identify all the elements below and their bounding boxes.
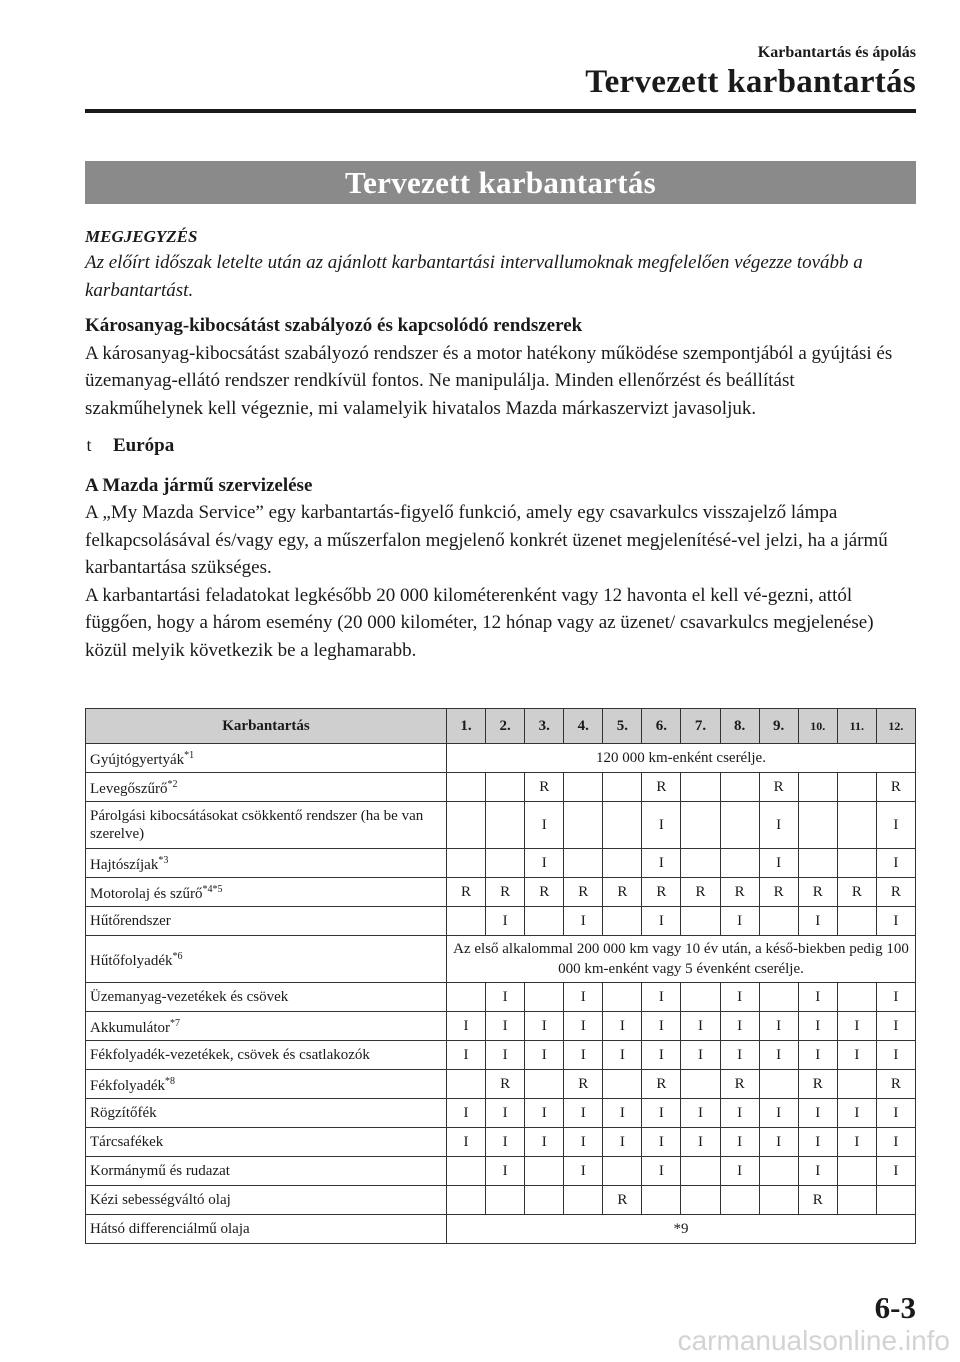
interval-cell: I [642, 849, 681, 878]
note-text: Az előírt időszak letelte után az ajánlott karbantartási intervallumoknak megfelelően végezze tovább a karbantartást. [85, 252, 863, 301]
interval-cell: I [564, 1041, 603, 1070]
interval-span-cell: 120 000 km-enként cserélje. [447, 744, 916, 773]
table-row [86, 744, 916, 773]
interval-cell: I [837, 1041, 876, 1070]
table-row [86, 849, 916, 878]
item-name: Üzemanyag-vezetékek és csövek [90, 989, 289, 1005]
interval-cell [837, 1070, 876, 1099]
table-row [86, 1128, 916, 1157]
interval-cell [837, 773, 876, 802]
interval-cell [447, 802, 486, 849]
interval-cell: I [642, 983, 681, 1012]
interval-cell: I [837, 1099, 876, 1128]
interval-cell: I [798, 1157, 837, 1186]
interval-cell: I [837, 1012, 876, 1041]
emission-text: A károsanyag-kibocsátást szabályozó rendszer és a motor hatékony működése szempontjából a gyújtási és üzemanyag-ellátó rendszer rendkívül fontos. Ne manipulálja. Minden ellenőrzést és beállítást szakműhelynek kell végeznie, mi valamelyik hivatalos Mazda márkaszervizt javasoljuk. [85, 342, 893, 419]
watermark: carmanualsonline.info [677, 1325, 950, 1356]
interval-cell: I [486, 1157, 525, 1186]
header-interval: 4. [564, 709, 603, 744]
item-name: Fékfolyadék [90, 1078, 165, 1094]
interval-cell: I [486, 1099, 525, 1128]
maintenance-item [86, 1128, 447, 1157]
item-name: Hűtőrendszer [90, 913, 171, 929]
interval-cell: I [837, 1128, 876, 1157]
table-row [86, 802, 916, 849]
item-name: Párolgási kibocsátásokat csökkentő rendszer (ha be van szerelve) [90, 808, 424, 842]
interval-cell [564, 849, 603, 878]
interval-cell: I [642, 907, 681, 936]
footnote-ref: *7 [170, 1018, 180, 1029]
service-heading: A Mazda jármű szervizelése [85, 474, 313, 496]
interval-cell [837, 1186, 876, 1215]
bullet-icon: t [86, 435, 92, 455]
interval-cell [525, 907, 564, 936]
maintenance-item [86, 1012, 447, 1041]
interval-cell [603, 907, 642, 936]
interval-cell: I [564, 1128, 603, 1157]
maintenance-item [86, 744, 447, 773]
interval-cell: R [486, 878, 525, 907]
interval-cell: I [876, 1099, 915, 1128]
interval-cell: R [798, 1186, 837, 1215]
interval-cell: R [447, 878, 486, 907]
interval-cell [681, 1186, 720, 1215]
interval-cell: I [642, 1012, 681, 1041]
interval-cell [447, 907, 486, 936]
interval-cell: I [720, 1157, 759, 1186]
interval-cell: I [603, 1099, 642, 1128]
interval-cell: R [642, 878, 681, 907]
interval-cell [681, 1157, 720, 1186]
interval-cell: I [603, 1041, 642, 1070]
table-row [86, 983, 916, 1012]
section-banner: Tervezett karbantartás [85, 161, 916, 204]
interval-cell [798, 802, 837, 849]
interval-cell: I [798, 1128, 837, 1157]
interval-cell [798, 849, 837, 878]
interval-cell: R [759, 878, 798, 907]
body-content [85, 225, 916, 664]
interval-cell [720, 773, 759, 802]
service-text-2: A karbantartási feladatokat legkésőbb 20 000 kilométerenként vagy 12 havonta el kell vé-gezni, attól függően, hogy a három esemény (20 000 kilométer, 12 hónap vagy az üzenet/ csavarkulcs megjelenése) közül melyik következik be a leghamarabb. [85, 584, 874, 661]
interval-cell: I [486, 1128, 525, 1157]
interval-cell [447, 849, 486, 878]
interval-cell: R [720, 878, 759, 907]
interval-cell [486, 849, 525, 878]
interval-cell: I [525, 1012, 564, 1041]
interval-cell: I [681, 1041, 720, 1070]
maintenance-schedule-table [85, 708, 916, 1244]
footnote-ref: *6 [172, 951, 183, 962]
interval-cell: I [564, 983, 603, 1012]
interval-cell: I [876, 1157, 915, 1186]
page-number: 6-3 [874, 1290, 916, 1325]
interval-cell [486, 773, 525, 802]
item-name: Akkumulátor [90, 1020, 170, 1036]
header-interval: 6. [642, 709, 681, 744]
interval-cell [642, 1186, 681, 1215]
maintenance-item [86, 1186, 447, 1215]
item-name: Hátsó differenciálmű olaja [90, 1221, 250, 1237]
interval-cell [525, 1070, 564, 1099]
interval-cell [564, 773, 603, 802]
interval-cell [681, 802, 720, 849]
interval-cell: R [642, 773, 681, 802]
interval-cell: I [642, 1041, 681, 1070]
maintenance-item [86, 1041, 447, 1070]
item-name: Hűtőfolyadék [90, 953, 173, 969]
interval-cell [681, 1070, 720, 1099]
interval-cell: I [525, 1128, 564, 1157]
header-interval: 10. [798, 709, 837, 744]
table-row [86, 907, 916, 936]
item-name: Fékfolyadék-vezetékek, csövek és csatlakozók [90, 1047, 370, 1063]
interval-cell [759, 983, 798, 1012]
interval-cell: I [564, 1157, 603, 1186]
interval-cell [564, 802, 603, 849]
maintenance-item [86, 849, 447, 878]
interval-cell [759, 1157, 798, 1186]
interval-cell: R [525, 773, 564, 802]
interval-cell [720, 849, 759, 878]
running-header-title: Tervezett karbantartás [585, 64, 916, 100]
table-row [86, 878, 916, 907]
interval-cell: R [759, 773, 798, 802]
interval-cell: I [642, 1128, 681, 1157]
interval-cell: I [486, 983, 525, 1012]
interval-cell [447, 1186, 486, 1215]
item-name: Gyújtógyertyák [90, 752, 185, 768]
item-name: Rögzítőfék [90, 1105, 157, 1121]
maintenance-item [86, 907, 447, 936]
interval-cell [681, 773, 720, 802]
maintenance-item [86, 1099, 447, 1128]
footnote-ref: *1 [184, 750, 195, 761]
interval-cell: I [720, 907, 759, 936]
interval-cell: R [603, 1186, 642, 1215]
interval-cell: R [642, 1070, 681, 1099]
interval-cell: I [876, 1012, 915, 1041]
interval-cell: I [876, 849, 915, 878]
interval-cell: I [720, 1041, 759, 1070]
interval-cell [759, 1070, 798, 1099]
header-rule [85, 109, 916, 113]
interval-cell [876, 1186, 915, 1215]
header-interval: 8. [720, 709, 759, 744]
interval-cell: I [720, 1012, 759, 1041]
interval-cell: I [759, 1099, 798, 1128]
interval-cell [486, 802, 525, 849]
interval-cell: I [720, 1128, 759, 1157]
interval-cell: R [681, 878, 720, 907]
table-row [86, 936, 916, 983]
maintenance-item [86, 773, 447, 802]
interval-cell: I [759, 1012, 798, 1041]
header-maintenance: Karbantartás [86, 709, 447, 744]
interval-cell [486, 1186, 525, 1215]
maintenance-item [86, 878, 447, 907]
item-name: Tárcsafékek [90, 1134, 164, 1150]
interval-cell [837, 849, 876, 878]
table-row [86, 1157, 916, 1186]
interval-cell: I [876, 802, 915, 849]
interval-cell [837, 983, 876, 1012]
interval-cell: I [720, 983, 759, 1012]
table-row [86, 1215, 916, 1244]
interval-cell: I [447, 1041, 486, 1070]
table-row [86, 1070, 916, 1099]
header-interval: 11. [837, 709, 876, 744]
interval-cell: R [837, 878, 876, 907]
footnote-ref: *4*5 [202, 884, 223, 895]
table-row [86, 1041, 916, 1070]
interval-cell: I [642, 1099, 681, 1128]
interval-cell [759, 907, 798, 936]
interval-cell: R [486, 1070, 525, 1099]
interval-cell: R [564, 878, 603, 907]
interval-cell [447, 773, 486, 802]
interval-cell: I [876, 1128, 915, 1157]
interval-cell [681, 983, 720, 1012]
interval-cell: I [525, 1099, 564, 1128]
maintenance-item [86, 1070, 447, 1099]
maintenance-item [86, 1215, 447, 1244]
interval-cell: I [759, 1128, 798, 1157]
table-row [86, 773, 916, 802]
footnote-ref: *2 [167, 779, 178, 790]
interval-cell: I [759, 1041, 798, 1070]
interval-cell: I [603, 1012, 642, 1041]
interval-cell: R [876, 1070, 915, 1099]
maintenance-item [86, 802, 447, 849]
interval-cell: R [603, 878, 642, 907]
interval-cell: I [681, 1099, 720, 1128]
interval-cell [798, 773, 837, 802]
header-interval: 12. [876, 709, 915, 744]
interval-cell: R [798, 878, 837, 907]
note-label: MEGJEGYZÉS [85, 227, 198, 246]
interval-cell [759, 1186, 798, 1215]
interval-cell: I [564, 1012, 603, 1041]
interval-cell [447, 1157, 486, 1186]
header-interval: 3. [525, 709, 564, 744]
interval-cell: I [720, 1099, 759, 1128]
interval-cell [525, 1186, 564, 1215]
interval-cell: I [603, 1128, 642, 1157]
maintenance-item [86, 1157, 447, 1186]
interval-cell: I [876, 1041, 915, 1070]
interval-cell: I [642, 802, 681, 849]
interval-cell: I [876, 907, 915, 936]
item-name: Levegőszűrő [90, 781, 168, 797]
interval-cell: I [798, 983, 837, 1012]
table-row [86, 1186, 916, 1215]
interval-cell [603, 1070, 642, 1099]
table-row [86, 1012, 916, 1041]
interval-cell: I [798, 1012, 837, 1041]
maintenance-item [86, 936, 447, 983]
interval-cell: I [486, 1041, 525, 1070]
interval-cell [525, 983, 564, 1012]
interval-cell: I [486, 907, 525, 936]
interval-cell [681, 849, 720, 878]
header-interval: 7. [681, 709, 720, 744]
interval-cell: I [759, 802, 798, 849]
interval-cell: R [876, 773, 915, 802]
running-header-section: Karbantartás és ápolás [757, 44, 916, 61]
interval-cell: I [525, 849, 564, 878]
interval-cell: R [525, 878, 564, 907]
interval-cell: I [447, 1099, 486, 1128]
service-text-1: A „My Mazda Service” egy karbantartás-figyelő funkció, amely egy csavarkulcs visszajelző lámpa felkapcsolásával és/vagy egy, a műszerfalon megjelenő konkrét üzenet megjelenítésé-vel jelzi, ha a jármű karbantartása szükséges. [85, 502, 888, 578]
interval-span-cell: *9 [447, 1215, 916, 1244]
interval-cell: I [759, 849, 798, 878]
interval-cell: R [876, 878, 915, 907]
interval-cell: R [798, 1070, 837, 1099]
item-name: Hajtószíjak [90, 857, 159, 873]
maintenance-item [86, 983, 447, 1012]
table-row [86, 1099, 916, 1128]
emission-heading: Károsanyag-kibocsátást szabályozó és kapcsolódó rendszerek [85, 315, 583, 336]
header-interval: 1. [447, 709, 486, 744]
interval-cell [603, 802, 642, 849]
interval-cell [564, 1186, 603, 1215]
table-header-row [86, 709, 916, 744]
header-interval: 5. [603, 709, 642, 744]
interval-cell [720, 802, 759, 849]
interval-cell: I [447, 1012, 486, 1041]
footnote-ref: *8 [164, 1076, 175, 1087]
interval-cell [837, 907, 876, 936]
interval-cell [603, 1157, 642, 1186]
interval-cell [837, 802, 876, 849]
interval-cell [837, 1157, 876, 1186]
interval-cell [447, 983, 486, 1012]
item-name: Motorolaj és szűrő [90, 886, 203, 902]
item-name: Kormánymű és rudazat [90, 1163, 230, 1179]
interval-cell [525, 1157, 564, 1186]
interval-span-cell: Az első alkalommal 200 000 km vagy 10 év után, a késő-biekben pedig 100 000 km-enként vagy 5 évenként cserélje. [447, 936, 916, 983]
header-interval: 2. [486, 709, 525, 744]
interval-cell: R [564, 1070, 603, 1099]
table-body [86, 744, 916, 1244]
interval-cell: I [798, 1041, 837, 1070]
interval-cell: I [681, 1128, 720, 1157]
interval-cell [447, 1070, 486, 1099]
interval-cell [603, 983, 642, 1012]
interval-cell [720, 1186, 759, 1215]
interval-cell: I [642, 1157, 681, 1186]
interval-cell: I [798, 1099, 837, 1128]
interval-cell [603, 849, 642, 878]
region-label: Európa [113, 435, 175, 456]
item-name: Kézi sebességváltó olaj [90, 1192, 231, 1208]
interval-cell: I [798, 907, 837, 936]
interval-cell [681, 907, 720, 936]
interval-cell: I [486, 1012, 525, 1041]
interval-cell: R [720, 1070, 759, 1099]
region-heading [85, 432, 916, 460]
interval-cell: I [525, 1041, 564, 1070]
interval-cell: I [525, 802, 564, 849]
header-interval: 9. [759, 709, 798, 744]
interval-cell: I [876, 983, 915, 1012]
interval-cell: I [681, 1012, 720, 1041]
footnote-ref: *3 [158, 855, 169, 866]
interval-cell: I [447, 1128, 486, 1157]
interval-cell: I [564, 1099, 603, 1128]
interval-cell: I [564, 907, 603, 936]
interval-cell [603, 773, 642, 802]
